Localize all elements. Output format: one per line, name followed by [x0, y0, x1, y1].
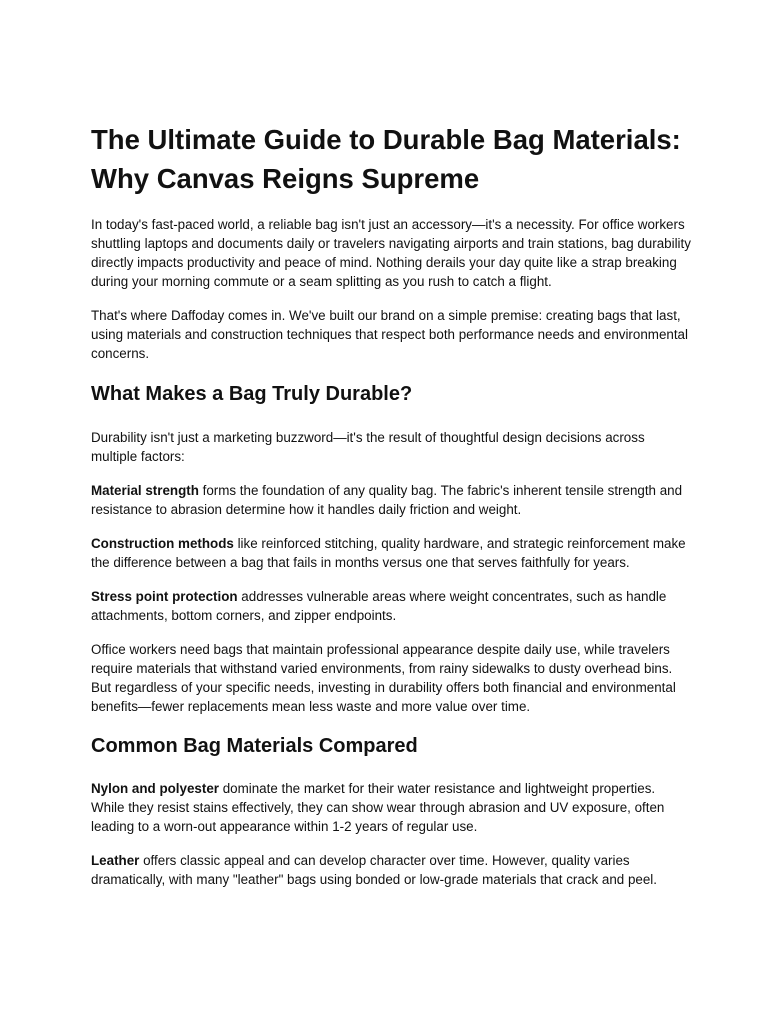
point-text: offers classic appeal and can develop character over time. However, quality varies dramatically, with many "leather" bags using bonded or low-grade materials that crack and peel. [91, 853, 658, 887]
point-stress-point-protection [91, 587, 691, 625]
point-nylon-polyester [91, 779, 691, 836]
intro-paragraph: In today's fast-paced world, a reliable bag isn't just an accessory—it's a necessity. For office workers shuttling laptops and documents daily or travelers navigating airports and train stations, bag durability directly impacts productivity and peace of mind. Nothing derails your day quite like a strap breaking during your morning commute or a seam splitting as you rush to catch a flight. [91, 217, 691, 289]
point-text: forms the foundation of any quality bag. The fabric's inherent tensile strength and resistance to abrasion determine how it handles daily friction and weight. [91, 483, 683, 517]
section-heading-materials: Common Bag Materials Compared [91, 735, 418, 757]
point-material-strength [91, 481, 691, 519]
point-lead: Construction methods [91, 536, 234, 551]
point-text: like reinforced stitching, quality hardware, and strategic reinforcement make the difference between a bag that fails in months versus one that serves faithfully for years. [91, 536, 686, 570]
section-intro-paragraph: Durability isn't just a marketing buzzword—it's the result of thoughtful design decisions across multiple factors: [91, 430, 645, 464]
section-heading-durable: What Makes a Bag Truly Durable? [91, 383, 413, 405]
point-lead: Material strength [91, 483, 199, 498]
point-lead: Stress point protection [91, 589, 238, 604]
point-text: addresses vulnerable areas where weight concentrates, such as handle attachments, bottom corners, and zipper endpoints. [91, 589, 667, 623]
point-text: dominate the market for their water resistance and lightweight properties. While they resist stains effectively, they can show wear through abrasion and UV exposure, often leading to a worn-out appearance within 1-2 years of regular use. [91, 781, 665, 834]
document-page [91, 120, 691, 904]
point-construction-methods [91, 534, 691, 572]
point-leather [91, 851, 691, 889]
intro-paragraph: That's where Daffoday comes in. We've built our brand on a simple premise: creating bags that last, using materials and construction techniques that respect both performance needs and environmental concerns. [91, 308, 688, 361]
section-closing-paragraph: Office workers need bags that maintain professional appearance despite daily use, while travelers require materials that withstand varied environments, from rainy sidewalks to dusty overhead bins. But regardless of your specific needs, investing in durability offers both financial and environmental benefits—fewer replacements mean less waste and more value over time. [91, 642, 676, 714]
point-lead: Nylon and polyester [91, 781, 219, 796]
article-title: The Ultimate Guide to Durable Bag Materials: Why Canvas Reigns Supreme [91, 124, 681, 194]
point-lead: Leather [91, 853, 140, 868]
